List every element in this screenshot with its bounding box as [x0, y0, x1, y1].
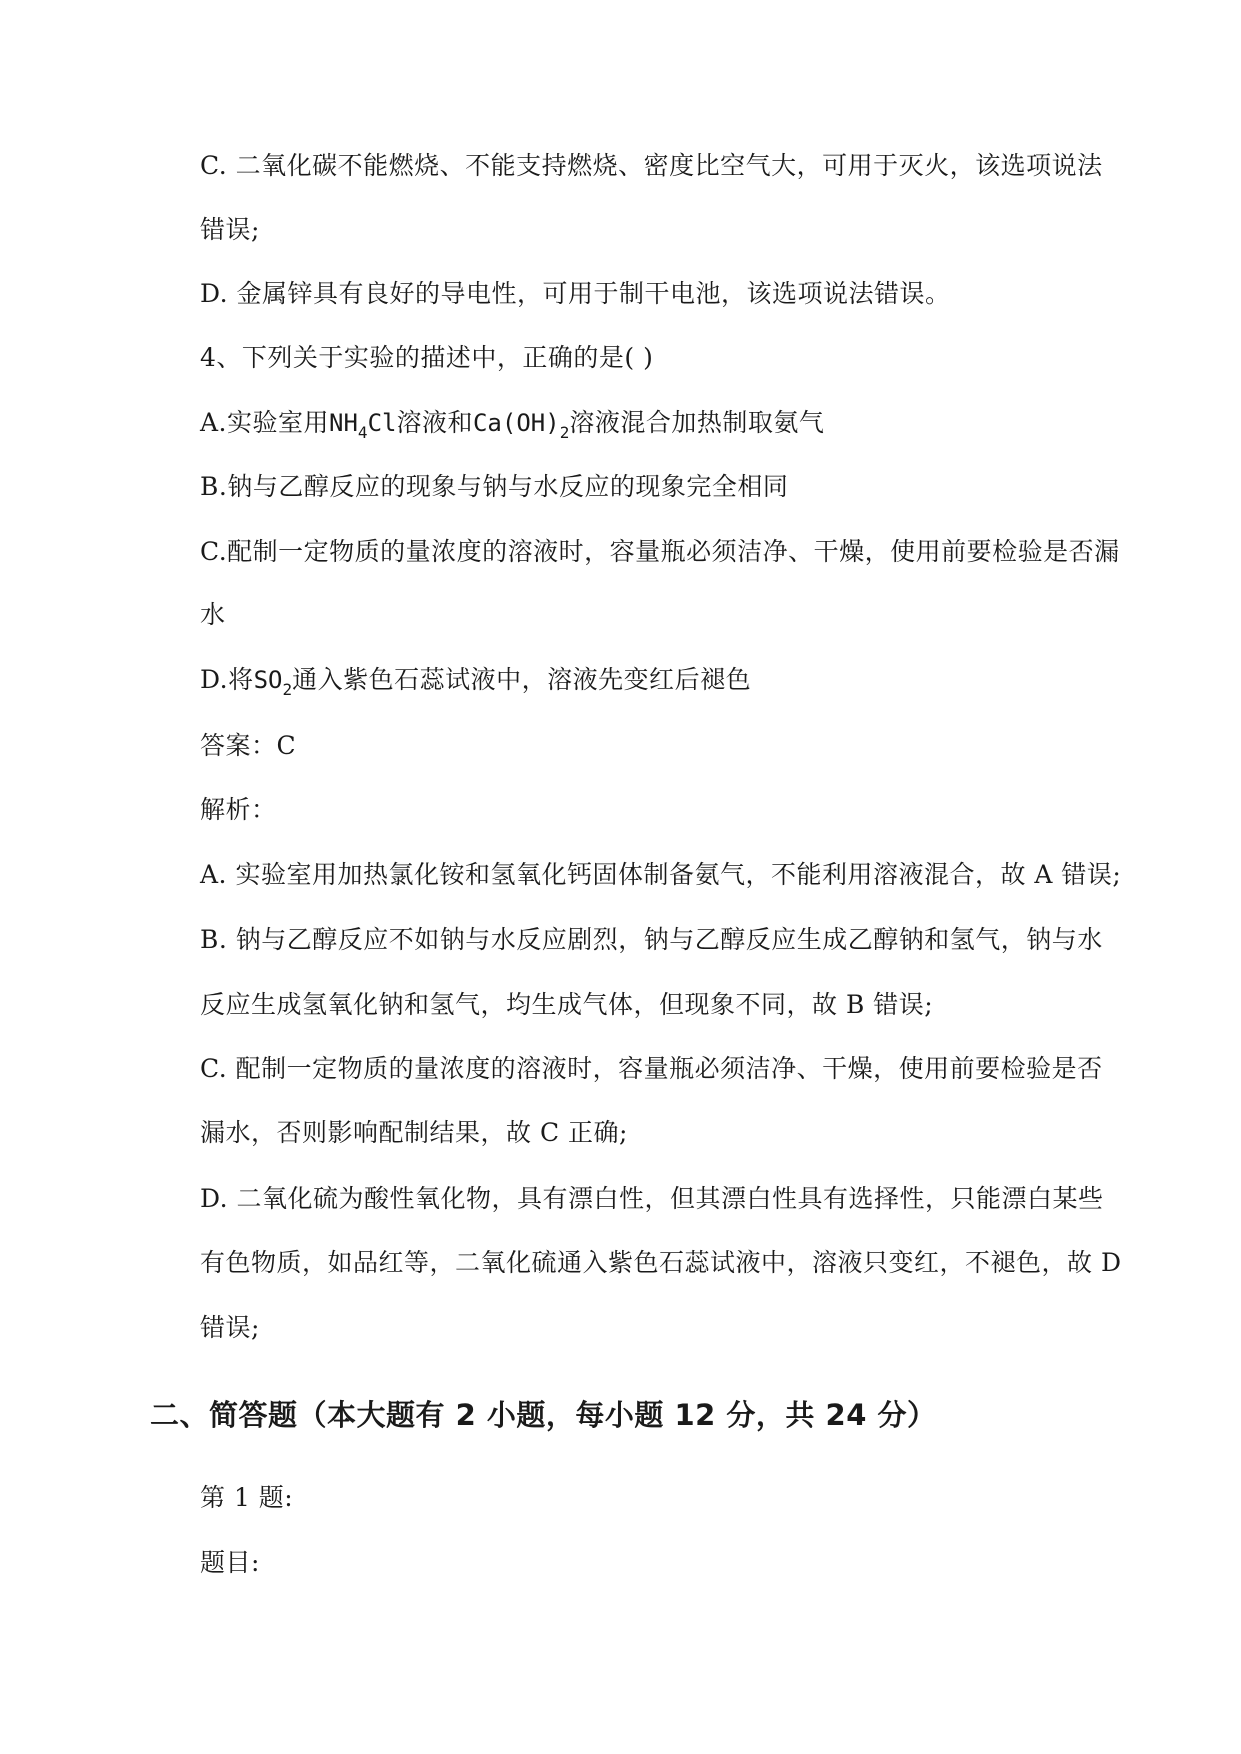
formula-subscript: 2	[282, 680, 293, 699]
q4-option-a-suffix: 溶液混合加热制取氨气	[569, 408, 825, 437]
q3-option-c-analysis-line2: 错误;	[200, 215, 260, 244]
formula-so2	[253, 666, 293, 699]
formula-subscript: 2	[559, 423, 570, 442]
q4-analysis-a: A. 实验室用加热氯化铵和氢氧化钙固体制备氨气，不能利用溶液混合，故 A 错误;	[200, 860, 1122, 889]
q4-answer: 答案：C	[200, 731, 297, 760]
q4-analysis-label: 解析：	[200, 795, 277, 824]
section-2-heading: 二、简答题（本大题有 2 小题，每小题 12 分，共 24 分）	[150, 1398, 937, 1432]
q4-analysis-d-line1: D. 二氧化硫为酸性氧化物，具有漂白性，但其漂白性具有选择性，只能漂白某些	[200, 1184, 1104, 1213]
formula-part: Cl	[367, 409, 397, 437]
q4-option-b: B.钠与乙醇反应的现象与钠与水反应的现象完全相同	[200, 472, 789, 501]
q4-analysis-d-line2: 有色物质，如品红等，二氧化硫通入紫色石蕊试液中，溶液只变红，不褪色，故 D	[200, 1248, 1122, 1277]
formula-part: NH	[329, 409, 358, 437]
formula-part: SO	[253, 666, 283, 694]
q4-analysis-b-line2: 反应生成氢氧化钠和氢气，均生成气体，但现象不同，故 B 错误;	[200, 990, 934, 1019]
q4-option-a-mid: 溶液和	[396, 408, 473, 437]
q4-option-a-prefix: A.实验室用	[200, 408, 330, 437]
q4-option-d	[200, 665, 752, 699]
formula-subscript: 4	[357, 423, 368, 442]
q4-analysis-b-line1: B. 钠与乙醇反应不如钠与水反应剧烈，钠与乙醇反应生成乙醇钠和氢气，钠与水	[200, 925, 1103, 954]
q4-analysis-c-line2: 漏水，否则影响配制结果，故 C 正确;	[200, 1118, 628, 1147]
q4-option-c-line1: C.配制一定物质的量浓度的溶液时，容量瓶必须洁净、干燥，使用前要检验是否漏	[200, 537, 1120, 566]
q3-option-d-analysis: D. 金属锌具有良好的导电性，可用于制干电池，该选项说法错误。	[200, 279, 951, 308]
formula-caoh2	[472, 409, 570, 442]
q4-option-c-line2: 水	[200, 600, 226, 629]
formula-part: Ca(OH)	[472, 409, 560, 437]
q4-analysis-d-line3: 错误;	[200, 1313, 260, 1342]
q4-analysis-c-line1: C. 配制一定物质的量浓度的溶液时，容量瓶必须洁净、干燥，使用前要检验是否	[200, 1054, 1103, 1083]
section-2-question-1-label: 第 1 题:	[200, 1483, 294, 1512]
q4-stem: 4、下列关于实验的描述中，正确的是( )	[200, 343, 654, 372]
q4-option-d-prefix: D.将	[200, 665, 254, 694]
q3-option-c-analysis-line1: C. 二氧化碳不能燃烧、不能支持燃烧、密度比空气大，可用于灭火，该选项说法	[200, 151, 1103, 180]
formula-nh4cl	[329, 409, 397, 442]
q4-option-a	[200, 408, 825, 442]
section-2-question-1-title-label: 题目:	[200, 1548, 260, 1577]
q4-option-d-suffix: 通入紫色石蕊试液中，溶液先变红后褪色	[292, 665, 752, 694]
